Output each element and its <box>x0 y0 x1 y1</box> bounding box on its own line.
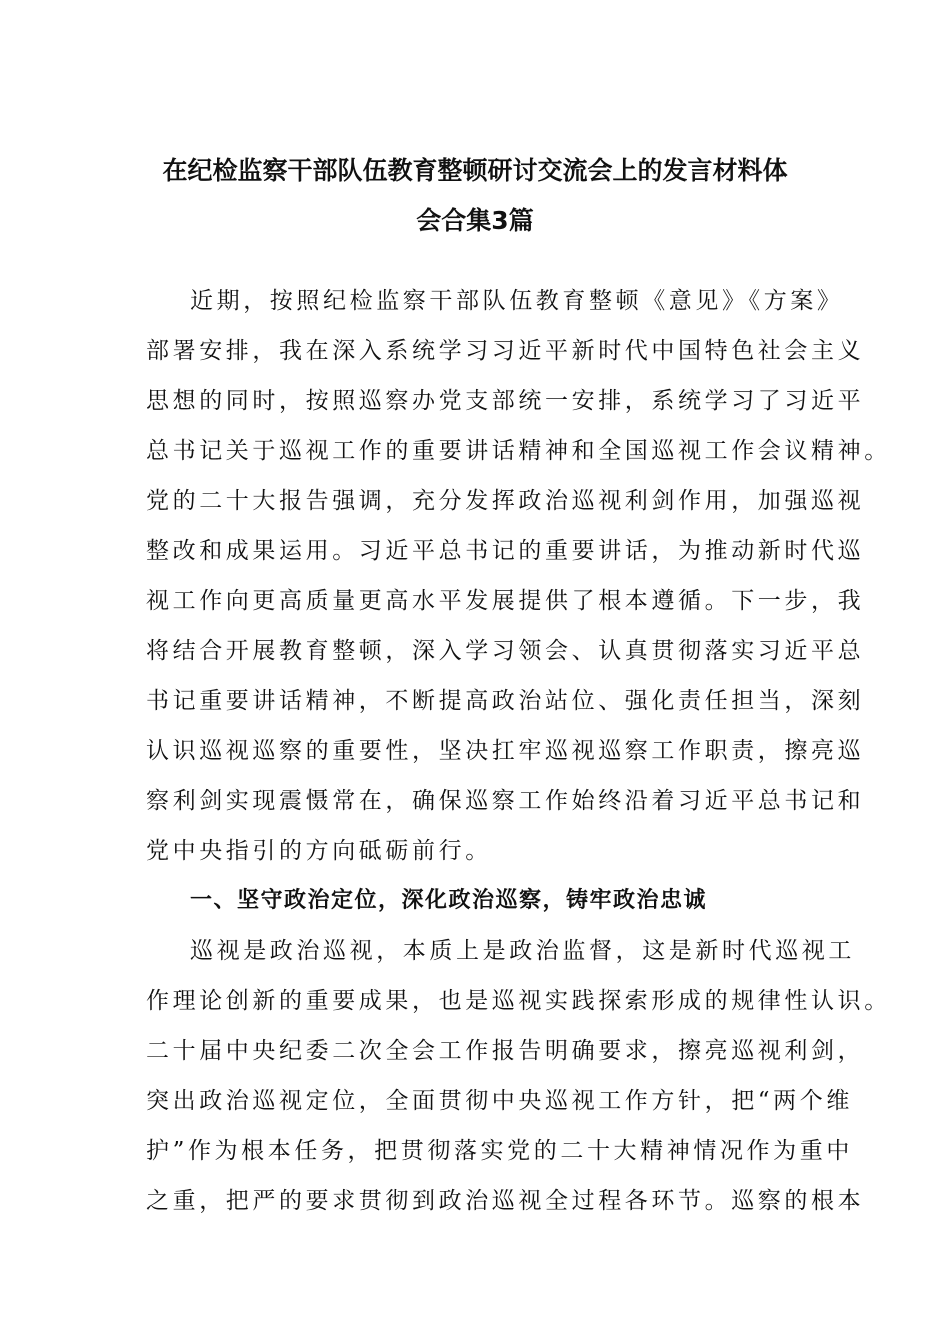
paragraph-2-line: 巡视是政治巡视，本质上是政治监督，这是新时代巡视工 <box>190 938 855 964</box>
paragraph-1-line: 党中央指引的方向砥砺前行。 <box>146 838 492 864</box>
paragraph-1-line: 将结合开展教育整顿，深入学习领会、认真贯彻落实习近平总 <box>146 638 865 664</box>
paragraph-2-line: 之重，把严的要求贯彻到政治巡视全过程各环节。巡察的根本 <box>146 1188 865 1214</box>
section-heading-1: 一、坚守政治定位，深化政治巡察，铸牢政治忠诚 <box>190 888 708 913</box>
paragraph-1-line: 部署安排，我在深入系统学习习近平新时代中国特色社会主义 <box>146 338 865 364</box>
paragraph-2-line: 二十届中央纪委二次全会工作报告明确要求，擦亮巡视利剑， <box>146 1038 865 1064</box>
paragraph-1-line: 视工作向更高质量更高水平发展提供了根本遵循。下一步，我 <box>146 588 865 614</box>
document-title-line-1: 在纪检监察干部队伍教育整顿研讨交流会上的发言材料体 <box>162 156 788 185</box>
paragraph-1-line: 近期，按照纪检监察干部队伍教育整顿《意见》《方案》 <box>190 288 844 314</box>
paragraph-1-line: 书记重要讲话精神，不断提高政治站位、强化责任担当，深刻 <box>146 688 865 714</box>
paragraph-1-line: 整改和成果运用。习近平总书记的重要讲话，为推动新时代巡 <box>146 538 865 564</box>
paragraph-1-line: 党的二十大报告强调，充分发挥政治巡视利剑作用，加强巡视 <box>146 488 865 514</box>
paragraph-1-line: 思想的同时，按照巡察办党支部统一安排，系统学习了习近平 <box>146 388 865 414</box>
paragraph-2-line: 护”作为根本任务，把贯彻落实党的二十大精神情况作为重中 <box>146 1138 853 1164</box>
paragraph-1-line: 总书记关于巡视工作的重要讲话精神和全国巡视工作会议精神。 <box>146 438 891 464</box>
paragraph-1-line: 认识巡视巡察的重要性，坚决扛牢巡视巡察工作职责，擦亮巡 <box>146 738 865 764</box>
paragraph-2-line: 作理论创新的重要成果，也是巡视实践探索形成的规律性认识。 <box>146 988 891 1014</box>
paragraph-2-line: 突出政治巡视定位，全面贯彻中央巡视工作方针，把“两个维 <box>146 1088 853 1114</box>
paragraph-1-line: 察利剑实现震慑常在，确保巡察工作始终沿着习近平总书记和 <box>146 788 865 814</box>
document-title-line-2: 会合集3篇 <box>416 206 534 235</box>
